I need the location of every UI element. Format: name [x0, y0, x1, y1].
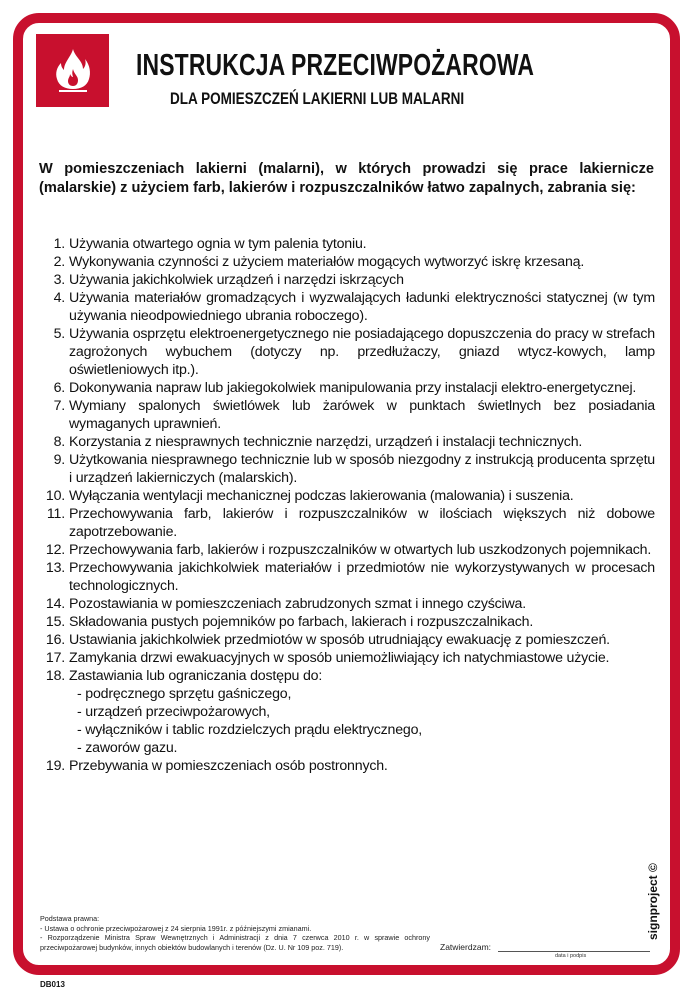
item-text: Zastawiania lub ograniczania dostępu do:: [69, 668, 323, 684]
sub-list-item: - wyłączników i tablic rozdzielczych prądu elektrycznego,: [77, 722, 423, 738]
list-item: [39, 541, 655, 559]
flame-icon: [53, 47, 93, 95]
item-number: 9.: [53, 452, 65, 468]
item-text: Ustawiania jakichkolwiek przedmiotów w sposób utrudniający ewakuację z pomieszczeń.: [69, 632, 610, 648]
list-item: [39, 559, 655, 595]
item-text: Pozostawiania w pomieszczeniach zabrudzonych szmat i innego czyściwa.: [69, 596, 526, 612]
item-text: Przechowywania jakichkolwiek materiałów i przedmiotów nie wykorzystywanych w procesach technologicznych.: [69, 560, 655, 594]
sub-list-item: - urządzeń przeciwpożarowych,: [77, 704, 270, 720]
list-item: [39, 595, 655, 613]
intro-paragraph: W pomieszczeniach lakierni (malarni), w których prowadzi się prace lakiernicze (malarskie) z użyciem farb, lakierów i rozpuszczalników łatwo zapalnych, zabrania się:: [39, 161, 654, 196]
item-text: Dokonywania napraw lub jakiegokolwiek manipulowania przy instalacji elektro-energetycznej.: [69, 380, 637, 396]
legal-line: - Rozporządzenie Ministra Spraw Wewnętrznych i Administracji z dnia 7 czerwca 2010 r. w sprawie ochrony przeciwpożarowej budynków, innych obiektów budowlanych i terenów (Dz. U. Nr 109 poz. 719).: [40, 933, 430, 952]
item-text: Używania jakichkolwiek urządzeń i narzędzi iskrzących: [69, 272, 404, 288]
list-item: [39, 253, 655, 271]
item-number: 2.: [53, 254, 65, 270]
item-number: 1.: [53, 236, 65, 252]
item-number: 10.: [45, 488, 65, 504]
list-item: [39, 631, 655, 649]
item-text: Używania materiałów gromadzących i wyzwalających ładunki elektryczności statycznej (w tym używania nieodpowiedniego ubrania roboczego).: [69, 290, 655, 324]
item-text: Wyłączania wentylacji mechanicznej podczas lakierowania (malowania) i suszenia.: [69, 488, 574, 504]
legal-basis: [40, 914, 430, 952]
item-text: Wymiany spalonych świetlówek lub żarówek w punktach świetlnych bez posiadania wymaganych uprawnień.: [69, 398, 655, 432]
list-item: [39, 271, 655, 289]
page-title: INSTRUKCJA PRZECIWPOŻAROWA: [136, 47, 535, 82]
list-item: [39, 505, 655, 541]
sub-list-item: - podręcznego sprzętu gaśniczego,: [77, 686, 292, 702]
item-text: Przechowywania farb, lakierów i rozpuszczalników w ilościach większych niż dobowe zapotrzebowanie.: [69, 506, 655, 540]
legal-heading: Podstawa prawna:: [40, 914, 100, 923]
list-item: [39, 451, 655, 487]
product-code: DB013: [40, 980, 65, 989]
item-number: 19.: [45, 758, 65, 774]
list-item: [39, 649, 655, 667]
item-text: Przechowywania farb, lakierów i rozpuszczalników w otwartych lub uszkodzonych pojemnikach.: [69, 542, 652, 558]
signature-line: [498, 951, 650, 952]
item-text: Korzystania z niesprawnych technicznie narzędzi, urządzeń i instalacji technicznych.: [69, 434, 583, 450]
page-subtitle: DLA POMIESZCZEŃ LAKIERNI LUB MALARNI: [170, 90, 465, 108]
item-text: Używania osprzętu elektroenergetycznego nie posiadającego dopuszczenia do pracy w strefach zagrożonych wybuchem (dotyczy np. przedłużaczy, gniazd wtycz-kowych, lamp oświetleniowych itp.).: [69, 326, 655, 378]
list-item: [39, 289, 655, 325]
list-item: [39, 757, 655, 775]
item-number: 15.: [45, 614, 65, 630]
item-text: Używania otwartego ognia w tym palenia tytoniu.: [69, 236, 367, 252]
sub-list: [69, 685, 655, 757]
item-number: 18.: [45, 668, 65, 684]
item-number: 4.: [53, 290, 65, 306]
item-number: 6.: [53, 380, 65, 396]
legal-line: - Ustawa o ochronie przeciwpożarowej z 24 sierpnia 1991r. z późniejszymi zmianami.: [40, 923, 312, 933]
list-item: [39, 235, 655, 253]
fire-logo: [36, 34, 109, 107]
item-text: Przebywania w pomieszczeniach osób postronnych.: [69, 758, 388, 774]
list-item: [39, 613, 655, 631]
list-item: [39, 433, 655, 451]
sub-list-item: - zaworów gazu.: [77, 740, 178, 756]
list-item: [39, 667, 655, 757]
item-number: 8.: [53, 434, 65, 450]
prohibitions-list: [39, 235, 655, 775]
signature-caption: data i podpis: [555, 953, 587, 959]
item-text: Składowania pustych pojemników po farbach, lakierach i rozpuszczalnikach.: [69, 614, 534, 630]
item-text: Zamykania drzwi ewakuacyjnych w sposób uniemożliwiający ich natychmiastowe użycie.: [69, 650, 610, 666]
item-number: 11.: [46, 506, 65, 522]
item-number: 12.: [45, 542, 65, 558]
list-item: [39, 397, 655, 433]
item-number: 14.: [45, 596, 65, 612]
list-item: [39, 487, 655, 505]
item-number: 7.: [53, 398, 65, 414]
item-number: 17.: [45, 650, 65, 666]
item-number: 16.: [45, 632, 65, 648]
item-number: 13.: [45, 560, 65, 576]
item-text: Użytkowania niesprawnego technicznie lub w sposób niezgodny z instrukcją producenta sprzętu i urządzeń lakierniczych (malarskich).: [69, 452, 655, 486]
approval-label: Zatwierdzam:: [440, 942, 492, 952]
item-number: 3.: [53, 272, 65, 288]
item-number: 5.: [53, 326, 65, 342]
list-item: [39, 379, 655, 397]
item-text: Wykonywania czynności z użyciem materiałów mogących wytworzyć iskrę krzesaną.: [69, 254, 585, 270]
list-item: [39, 325, 655, 379]
brand-mark: signproject ©: [646, 863, 660, 940]
